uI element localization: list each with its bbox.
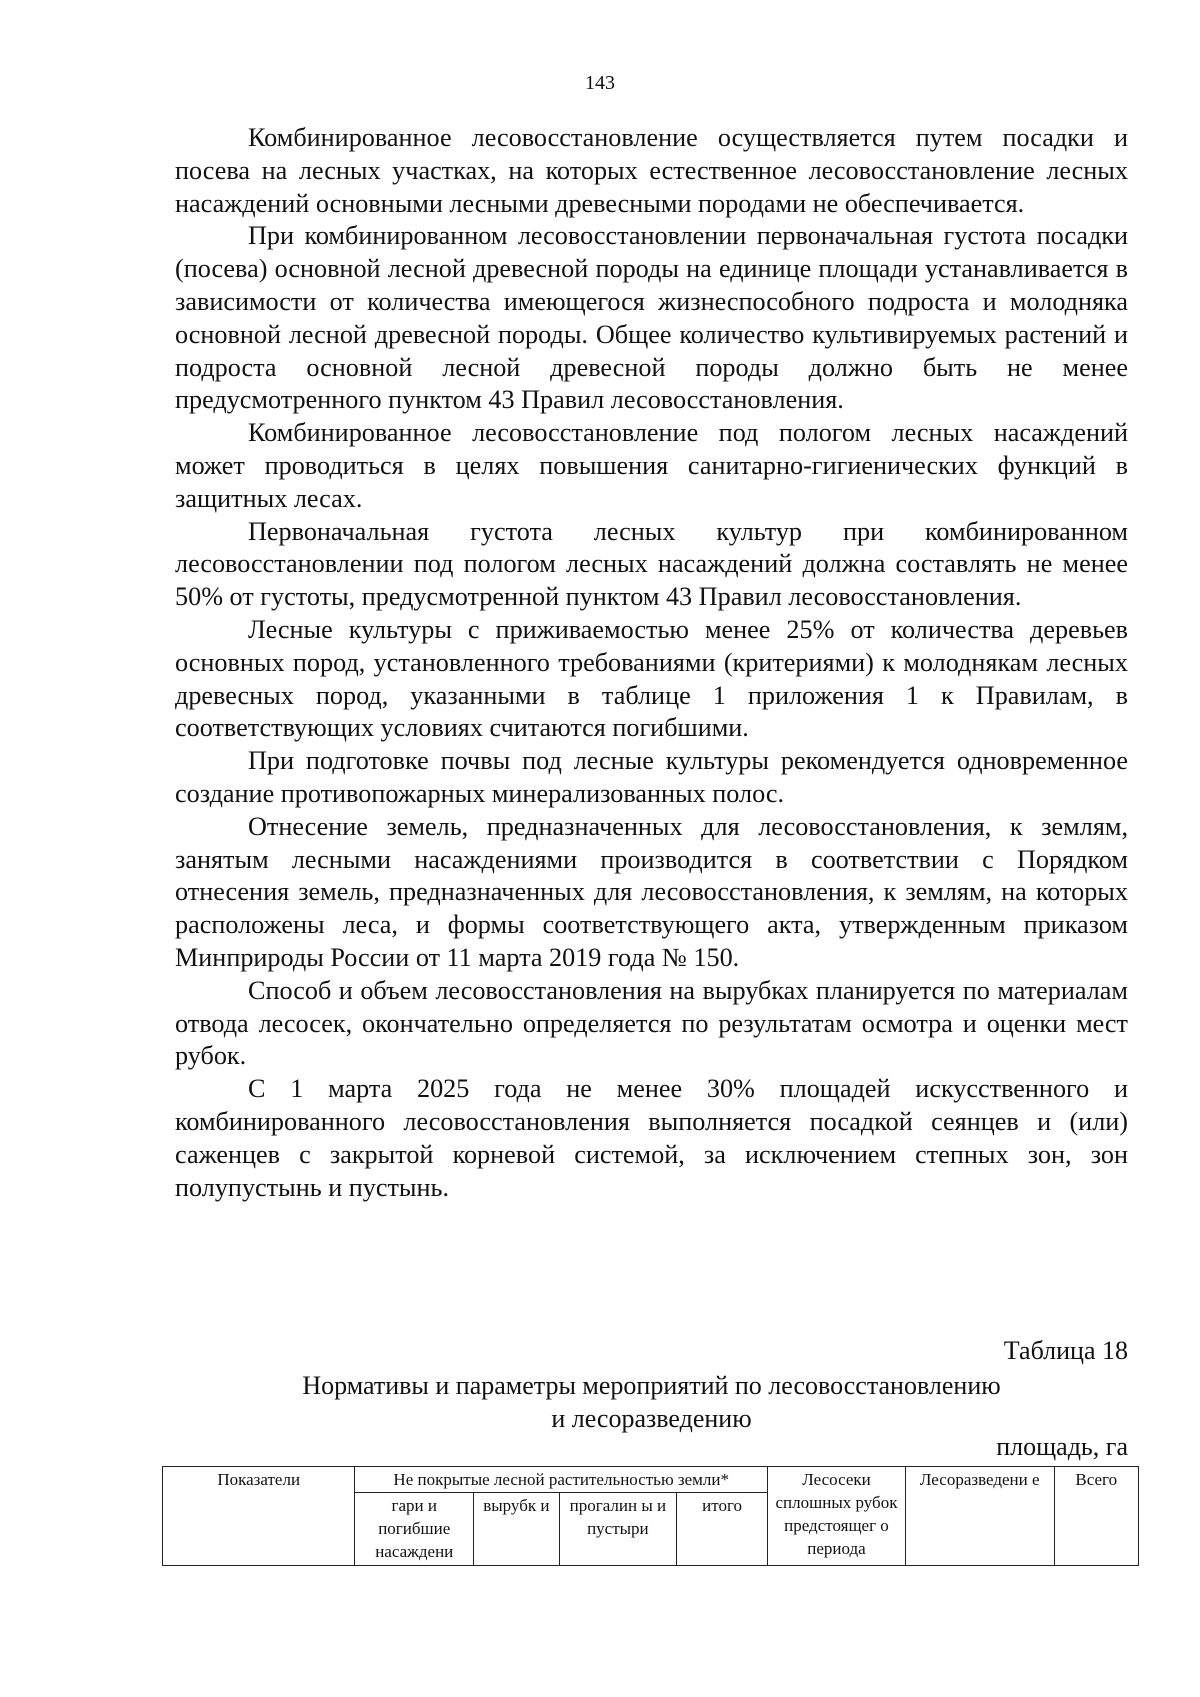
header-glades: прогалин ы и пустыри xyxy=(559,1493,677,1566)
table-header-row xyxy=(163,1467,1139,1493)
paragraph: Способ и объем лесовосстановления на вырубках планируется по материалам отвода лесосек, окончательно определяется по результатам осмотра и оценки мест рубок. xyxy=(175,975,1128,1071)
header-uncovered-lands: Не покрытые лесной растительностью земли* xyxy=(355,1467,768,1493)
header-indicators: Показатели xyxy=(163,1467,355,1566)
paragraph: Лесные культуры с приживаемостью менее 25% от количества деревьев основных пород, установленного требованиями (критериями) к молоднякам лесных древесных пород, указанными в таблице 1 приложения 1 к Правилам, в соответствующих условиях считаются погибшими. xyxy=(175,614,1128,743)
paragraph: Комбинированное лесовосстановление под пологом лесных насаждений может проводиться в целях повышения санитарно-гигиенических функций в защитных лесах. xyxy=(175,418,1128,513)
body-text xyxy=(175,122,1128,1204)
header-total: Всего xyxy=(1054,1467,1139,1566)
paragraph: При комбинированном лесовосстановлении первоначальная густота посадки (посева) основной лесной древесной породы на единице площади устанавливается в зависимости от количества имеющегося жизнеспособного подроста и молодняка основной лесной древесной породы. Общее количество культивируемых растений и подроста основной лесной древесной породы должно быть не менее предусмотренного пунктом 43 Правил лесовосстановления. xyxy=(175,221,1128,415)
header-afforestation: Лесоразведени е xyxy=(905,1467,1054,1566)
paragraph: Отнесение земель, предназначенных для лесовосстановления, к землям, занятым лесными насаждениями производится в соответствии с Порядком отнесения земель, предназначенных для лесовосстановления, к землям, на которых расположены леса, и формы соответствующего акта, утвержденным приказом Минприроды России от 11 марта 2019 года № 150. xyxy=(175,811,1128,972)
paragraph: Первоначальная густота лесных культур при комбинированном лесовосстановлении под пологом лесных насаждений должна составлять не менее 50% от густоты, предусмотренной пунктом 43 Правил лесовосстановления. xyxy=(175,516,1128,612)
header-cutting-areas: Лесосеки сплошных рубок предстоящег о периода xyxy=(768,1467,906,1566)
header-clearings: вырубк и xyxy=(474,1493,560,1566)
paragraph: Комбинированное лесовосстановление осуществляется путем посадки и посева на лесных участках, на которых естественное лесовосстановление лесных насаждений основными лесными древесными породами не обеспечивается. xyxy=(175,123,1128,218)
table-label: Таблица 18 xyxy=(1003,1336,1128,1365)
page-number: 143 xyxy=(585,72,615,94)
table-title-line: и лесоразведению xyxy=(551,1404,752,1433)
table-title xyxy=(175,1369,1128,1435)
table-title-line: Нормативы и параметры мероприятий по лесовосстановлению xyxy=(302,1371,1001,1400)
norms-table xyxy=(162,1466,1139,1566)
paragraph: При подготовке почвы под лесные культуры рекомендуется одновременное создание противопожарных минерализованных полос. xyxy=(175,746,1128,808)
header-burned: гари и погибшие насаждени xyxy=(355,1493,474,1566)
header-subtotal: итого xyxy=(677,1493,768,1566)
table-unit: площадь, га xyxy=(996,1432,1128,1461)
paragraph: С 1 марта 2025 года не менее 30% площадей искусственного и комбинированного лесовосстановления выполняется посадкой сеянцев и (или) саженцев с закрытой корневой системой, за исключением степных зон, зон полупустынь и пустынь. xyxy=(175,1074,1128,1202)
